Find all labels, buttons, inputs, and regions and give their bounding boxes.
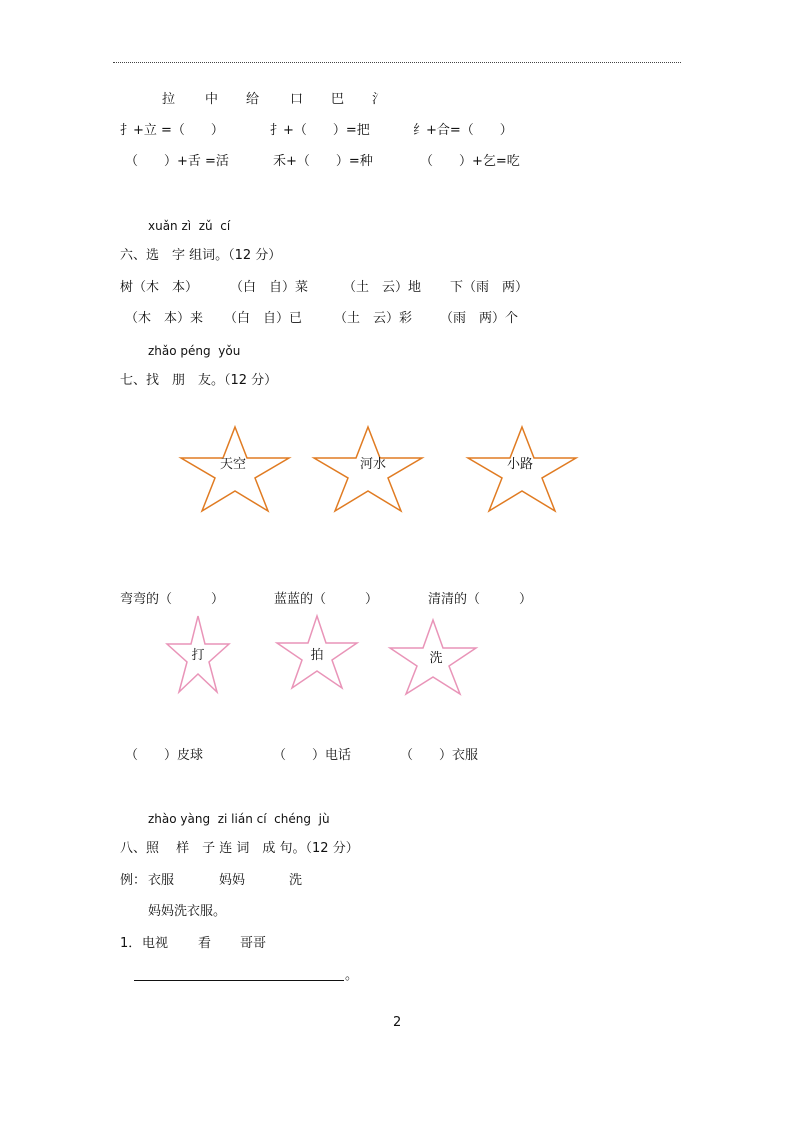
page-number: 2 (393, 1015, 402, 1030)
star-label: 天空 (219, 457, 246, 472)
example-label: 例： (120, 873, 147, 888)
question-word: 电视 (142, 936, 169, 951)
section7-pinyin: zhǎo péng yǒu (148, 344, 241, 358)
example-word: 妈妈 (219, 873, 246, 888)
star-label: 拍 (310, 648, 324, 663)
section6-title: 六、选 字 组词。（12 分） (120, 248, 282, 263)
part-item: 拉 (162, 92, 176, 107)
example-answer: 妈妈洗衣服。 (148, 904, 227, 919)
choice-item: （土 云）地 (343, 280, 422, 295)
part-item: 给 (246, 92, 260, 107)
question-word: 哥哥 (240, 936, 267, 951)
star-label: 洗 (429, 651, 443, 666)
section6-pinyin: xuǎn zì zǔ cí (148, 219, 231, 233)
choice-item: 下（雨 两） (450, 280, 529, 295)
fill-item: （ ）衣服 (400, 748, 479, 763)
fill-item: （ ）电话 (273, 748, 352, 763)
choice-item: （白 自）菜 (230, 280, 309, 295)
fill-item: 弯弯的（ ） (120, 592, 225, 607)
equation: （ ）+舌 =活 (125, 154, 229, 169)
section8-title: 八、照 样 子 连 词 成 句。（12 分） (120, 841, 359, 856)
example-word: 洗 (289, 873, 303, 888)
equation: 扌+立 =（ ） (120, 123, 224, 138)
answer-line[interactable] (134, 980, 344, 981)
part-item: 口 (290, 92, 304, 107)
equation: 禾+（ ）=种 (273, 154, 373, 169)
choice-item: 树（木 本） (120, 280, 199, 295)
question-word: 看 (198, 936, 212, 951)
equation: 扌+（ ）=把 (270, 123, 370, 138)
choice-item: （木 本）来 (125, 311, 204, 326)
fill-item: （ ）皮球 (125, 748, 204, 763)
choice-item: （土 云）彩 (334, 311, 413, 326)
question-number: 1． (120, 936, 142, 951)
part-item: 巴 (331, 92, 345, 107)
choice-item: （白 自）已 (224, 311, 303, 326)
fill-item: 蓝蓝的（ ） (274, 592, 379, 607)
star-label: 小路 (506, 457, 533, 472)
part-item: 中 (205, 92, 219, 107)
equation: 纟+合=（ ） (413, 123, 513, 138)
section8-pinyin: zhào yàng zi lián cí chéng jù (148, 812, 330, 826)
equation: （ ）+乞=吃 (420, 154, 520, 169)
header-dotted-line (113, 62, 681, 63)
section7-title: 七、找 朋 友。（12 分） (120, 373, 278, 388)
star-label: 打 (191, 648, 205, 663)
answer-line-end-mark: 。 (345, 968, 359, 983)
part-item: 氵 (372, 92, 386, 107)
star-label: 河水 (359, 457, 386, 472)
fill-item: 清清的（ ） (428, 592, 533, 607)
example-word: 衣服 (148, 873, 175, 888)
choice-item: （雨 两）个 (440, 311, 519, 326)
